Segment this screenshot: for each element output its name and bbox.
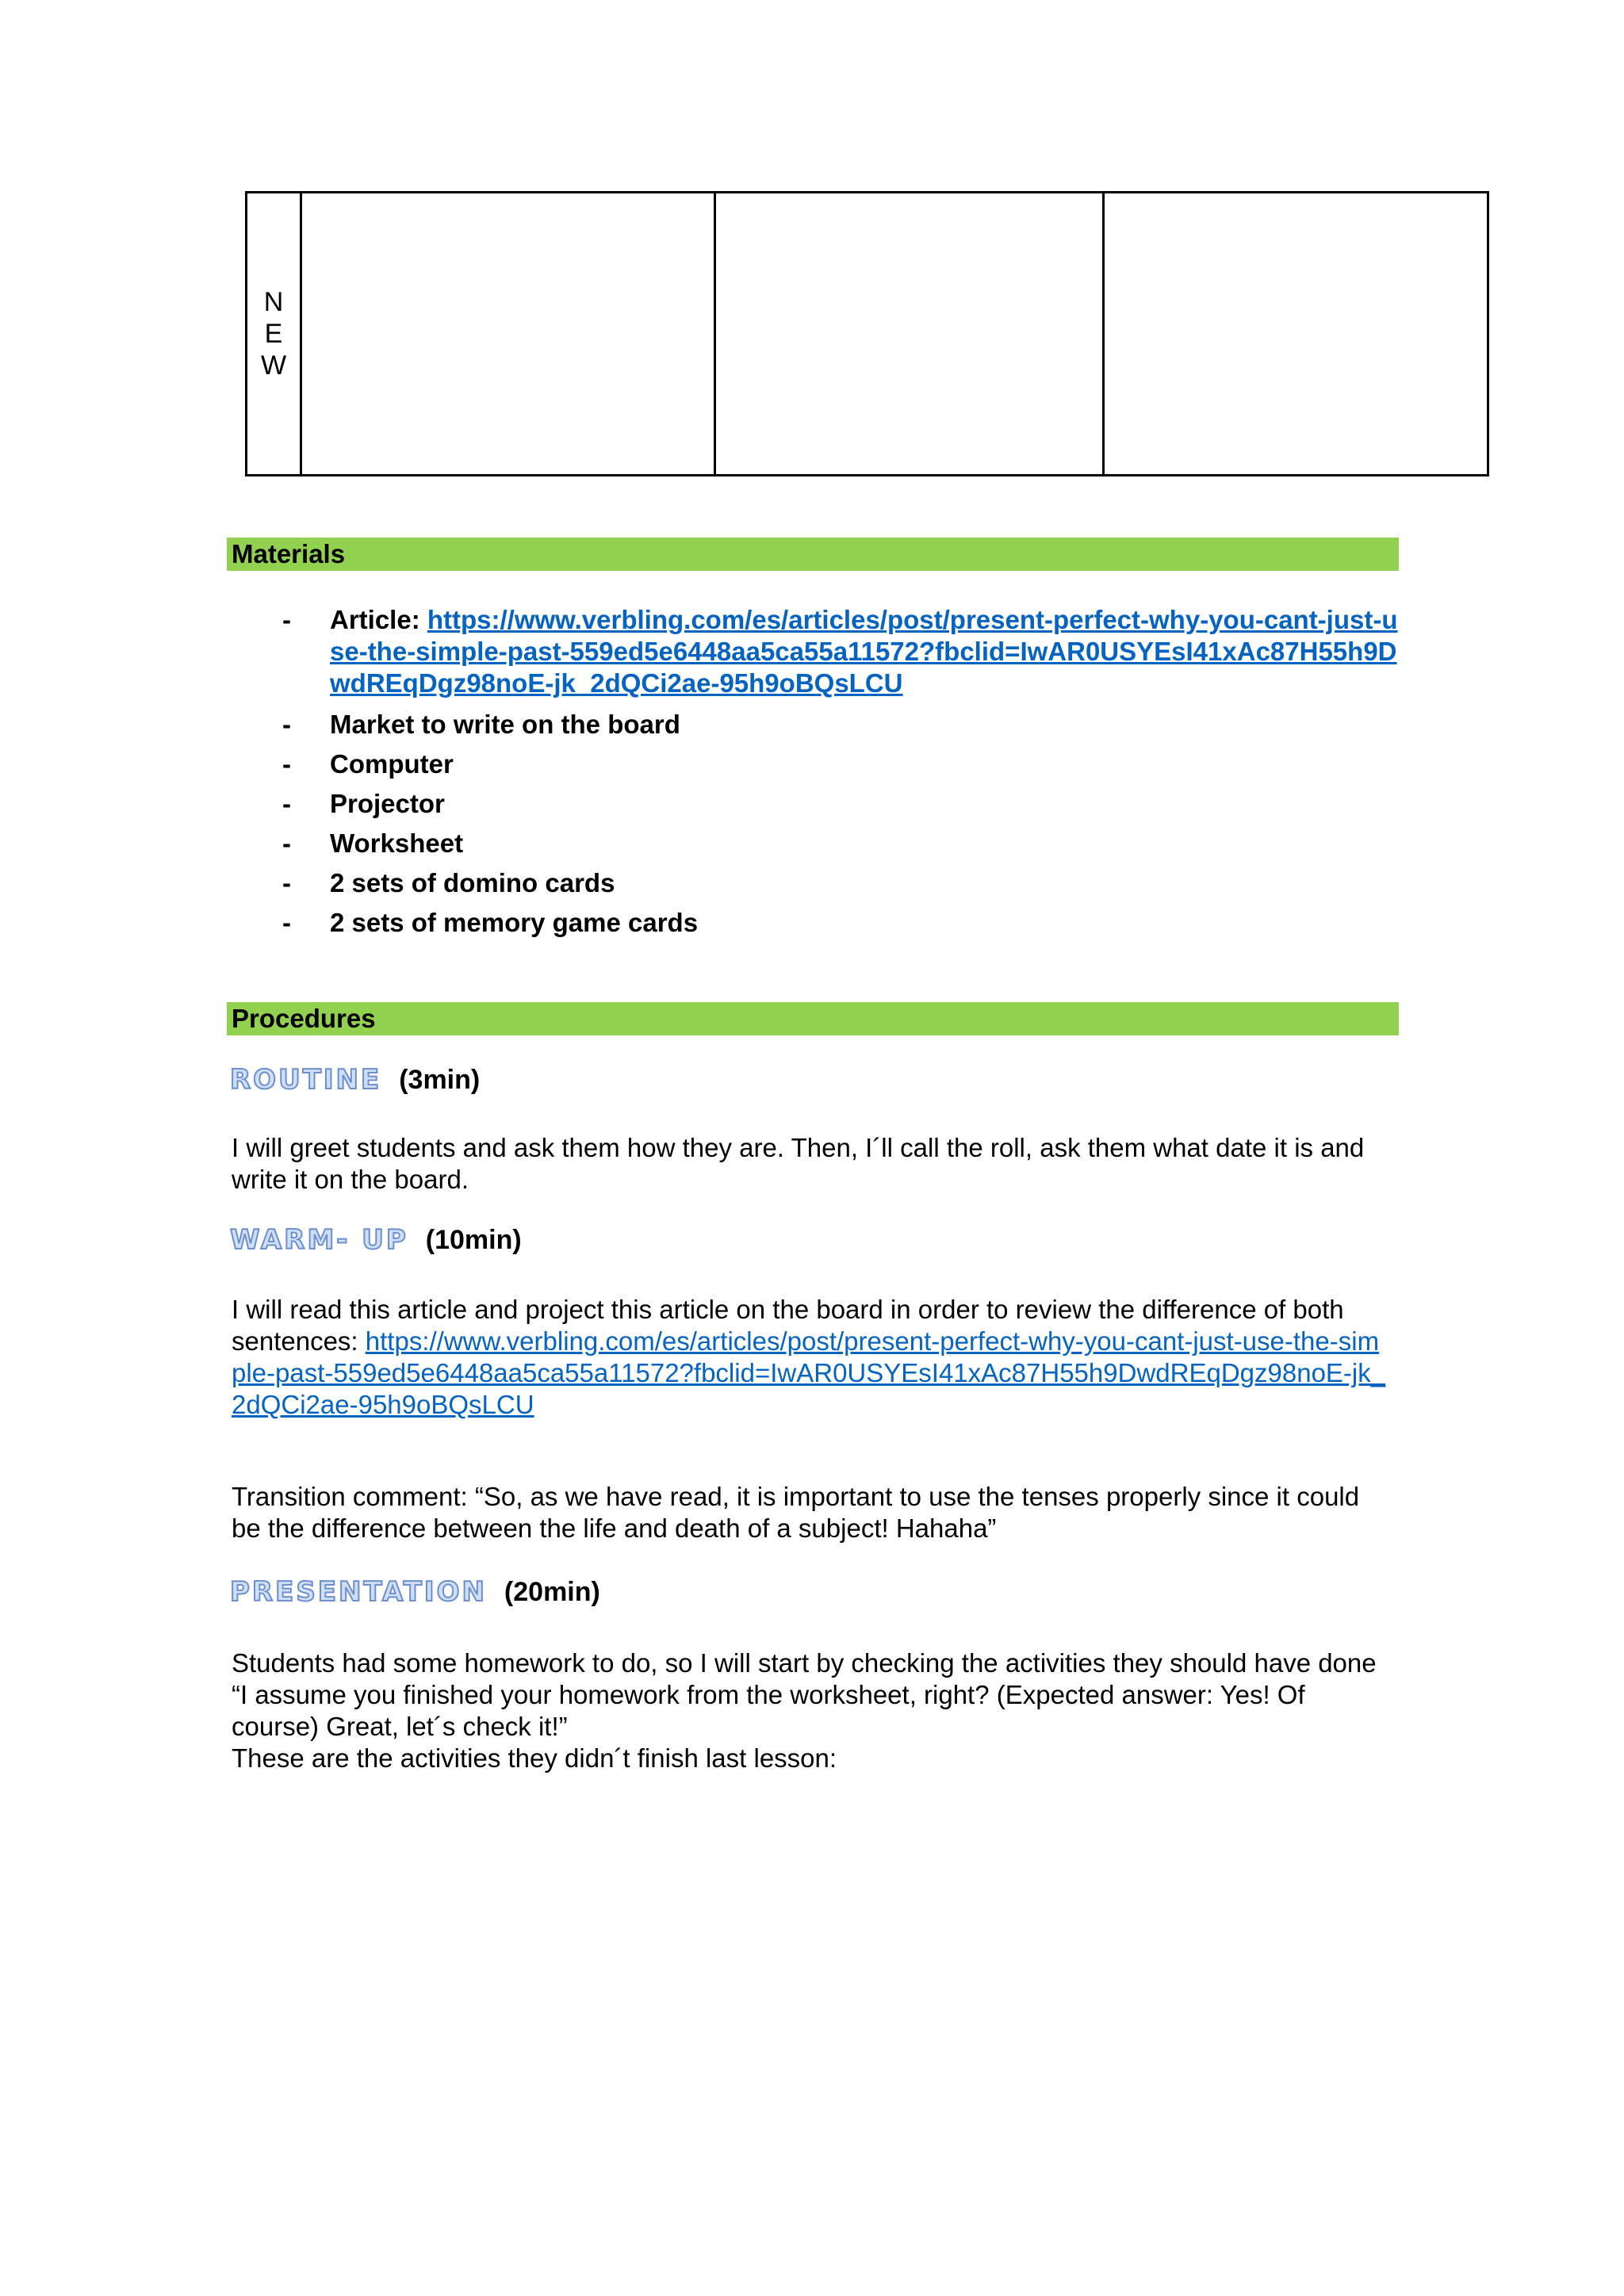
list-item-text: Projector [330, 789, 445, 818]
row-label-letter: N [263, 287, 284, 317]
routine-duration: (3min) [399, 1065, 481, 1095]
warmup-duration: (10min) [425, 1225, 522, 1255]
materials-heading: Materials [227, 538, 1399, 571]
table-cell [301, 193, 715, 476]
presentation-text-body: Students had some homework to do, so I will start by checking the activities they should have done “I assume you finished your homework from the worksheet, right? (Expected answer: Yes! Of course) Great, let´s check it!” [232, 1648, 1377, 1741]
list-item: - Projector [282, 789, 445, 818]
table-cell [1104, 193, 1488, 476]
list-item-text: 2 sets of domino cards [330, 868, 615, 897]
list-item-text: 2 sets of memory game cards [330, 908, 699, 937]
procedures-heading: Procedures [227, 1002, 1399, 1035]
presentation-text [232, 1647, 1389, 1774]
presentation-text-followup: These are the activities they didn´t finish last lesson: [232, 1743, 837, 1773]
warmup-text [232, 1294, 1389, 1421]
presentation-title: PRESENTATION [230, 1576, 487, 1608]
presentation-duration: (20min) [504, 1577, 600, 1607]
routine-title: ROUTINE [230, 1064, 382, 1096]
row-label-cell [247, 193, 301, 476]
list-item: - 2 sets of memory game cards [282, 908, 699, 937]
warmup-text-body: I will read this article and project this article on the board in order to review the difference of both sentences: [232, 1295, 1344, 1356]
routine-heading [230, 1064, 480, 1096]
list-item-text: Market to write on the board [330, 710, 680, 739]
materials-list [278, 604, 1404, 939]
list-item-text: Computer [330, 749, 454, 779]
list-item: - Article: https://www.verbling.com/es/articles/post/present-perfect-why-you-cant-just-use-the-simple-past-559ed5e6448aa5ca55a11572?fbclid=IwAR0USYEsI41xAc87H55h9DwdREqDgz98noE-jk_2dQCi2ae-95h9oBQsLCU [282, 605, 1398, 698]
list-item: - Worksheet [282, 828, 464, 858]
row-label-letter: E [264, 319, 283, 349]
list-item: - Market to write on the board [282, 710, 680, 739]
routine-text: I will greet students and ask them how they are. Then, I´ll call the roll, ask them what date it is and write it on the board. [232, 1133, 1365, 1194]
list-item: - Computer [282, 749, 454, 779]
warmup-article-link[interactable]: https://www.verbling.com/es/articles/post/present-perfect-why-you-cant-just-use-the-simple-past-559ed5e6448aa5ca55a11572?fbclid=IwAR0USYEsI41xAc87H55h9DwdREqDgz98noE-jk_2dQCi2ae-95h9oBQsLCU [232, 1326, 1386, 1419]
transition-comment: Transition comment: “So, as we have read, it is important to use the tenses properly since it could be the difference between the life and death of a subject! Hahaha” [232, 1482, 1360, 1543]
warmup-heading [230, 1224, 522, 1256]
warmup-title: WARM- UP [230, 1224, 408, 1256]
list-item-text: Worksheet [330, 828, 464, 858]
article-link[interactable]: https://www.verbling.com/es/articles/post/present-perfect-why-you-cant-just-use-the-simple-past-559ed5e6448aa5ca55a11572?fbclid=IwAR0USYEsI41xAc87H55h9DwdREqDgz98noE-jk_2dQCi2ae-95h9oBQsLCU [330, 605, 1398, 698]
lesson-table [245, 191, 1489, 476]
article-label: Article: [330, 605, 420, 634]
row-label-letter: W [260, 350, 287, 381]
list-item: - 2 sets of domino cards [282, 868, 615, 897]
row-label [247, 286, 300, 381]
table-cell [715, 193, 1104, 476]
presentation-heading [230, 1576, 600, 1608]
